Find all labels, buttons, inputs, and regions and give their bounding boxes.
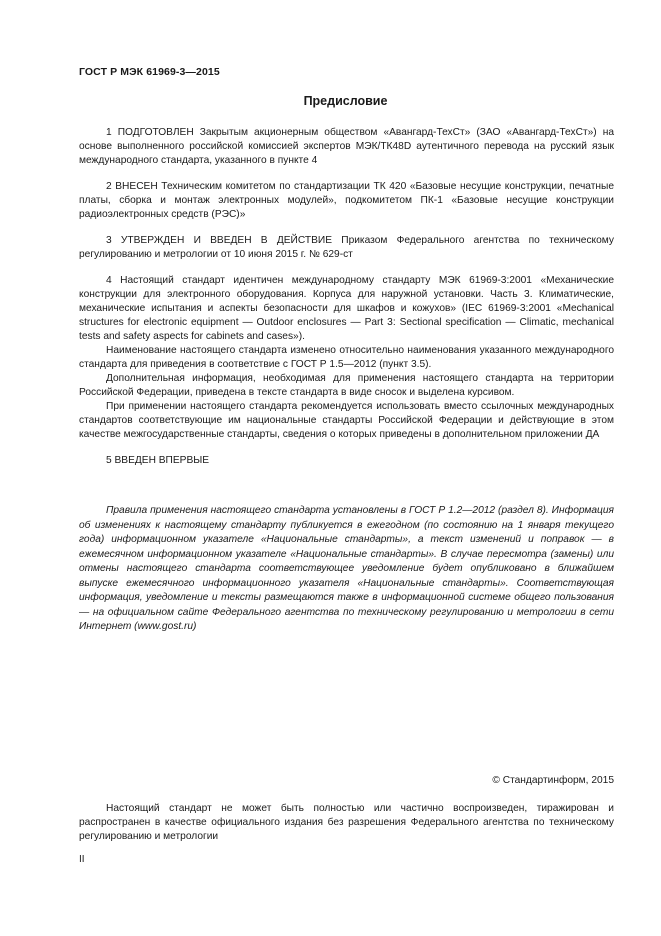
section-2: [79, 180, 614, 222]
section-2-text: 2 ВНЕСЕН Техническим комитетом по стандартизации ТК 420 «Базовые несущие конструкции, печатные платы, сборка и монтаж электронных модулей», подкомитетом ПК-1 «Базовые несущие конструкции радиоэлектронных средств (РЭС)»: [79, 181, 614, 220]
section-3-text: 3 УТВЕРЖДЕН И ВВЕДЕН В ДЕЙСТВИЕ Приказом Федерального агентства по техническому регулированию и метрологии от 10 июня 2015 г. № 629-ст: [79, 235, 614, 260]
section-1: [79, 126, 614, 168]
application-rules-notice: Правила применения настоящего стандарта установлены в ГОСТ Р 1.2—2012 (раздел 8). Информация об изменениях к настоящему стандарту публикуется в ежегодном (по состоянию на 1 января текущего года) информационном указателе «Национальные стандарты», а текст изменений и поправок — в ежемесячном информационном указателе «Национальные стандарты». В случае пересмотра (замены) или отмены настоящего стандарта соответствующее уведомление будет опубликовано в ближайшем выпуске ежемесячного информационного указателя «Национальные стандарты». Соответствующая информация, уведомление и тексты размещаются также в информационной системе общего пользования — на официальном сайте Федерального агентства по техническому регулированию и метрологии в сети Интернет (www.gost.ru): [79, 505, 614, 632]
section-4-paragraph-1: 4 Настоящий стандарт идентичен международному стандарту МЭК 61969-3:2001 «Механические конструкции для электронного оборудования. Корпуса для наружной установки. Часть 3. Климатические, механические испытания и аспекты безопасности для шкафов и кожухов» (IEC 61969-3:2001 «Mechanical structures for electronic equipment — Outdoor enclosures — Part 3: Sectional specification — Climatic, mechanical tests and safety aspects for cabinets and cases»).: [79, 275, 614, 342]
section-5-text: 5 ВВЕДЕН ВПЕРВЫЕ: [106, 455, 210, 466]
page-title: Предисловие: [303, 94, 388, 108]
foreword-body: [79, 126, 614, 480]
document-header: ГОСТ Р МЭК 61969-3—2015: [79, 66, 220, 78]
section-5: [79, 454, 614, 468]
page-number: II: [79, 854, 85, 865]
section-4-paragraph-4: При применении настоящего стандарта рекомендуется использовать вместо ссылочных международных стандартов соответствующие им национальные стандарты Российской Федерации и действующие в этом качестве межгосударственные стандарты, сведения о которых приведены в дополнительном приложении ДА: [79, 401, 614, 440]
section-4-paragraph-2: Наименование настоящего стандарта изменено относительно наименования указанного международного стандарта для приведения в соответствие с ГОСТ Р 1.5—2012 (пункт 3.5).: [79, 345, 614, 370]
section-1-text: 1 ПОДГОТОВЛЕН Закрытым акционерным обществом «Авангард-ТехСт» (ЗАО «Авангард-ТехСт») на основе выполненного российской комиссией экспертов МЭК/ТК48D аутентичного перевода на русский язык международного стандарта, указанного в пункте 4: [79, 127, 614, 166]
section-3: [79, 234, 614, 262]
reproduction-restriction: Настоящий стандарт не может быть полностью или частично воспроизведен, тиражирован и распространен в качестве официального издания без разрешения Федерального агентства по техническому регулированию и метрологии: [79, 803, 614, 842]
copyright-line: © Стандартинформ, 2015: [492, 775, 614, 786]
section-4-paragraph-3: Дополнительная информация, необходимая для применения настоящего стандарта на территории Российской Федерации, приведена в тексте стандарта в виде сносок и выделена курсивом.: [79, 373, 614, 398]
section-4: [79, 274, 614, 442]
